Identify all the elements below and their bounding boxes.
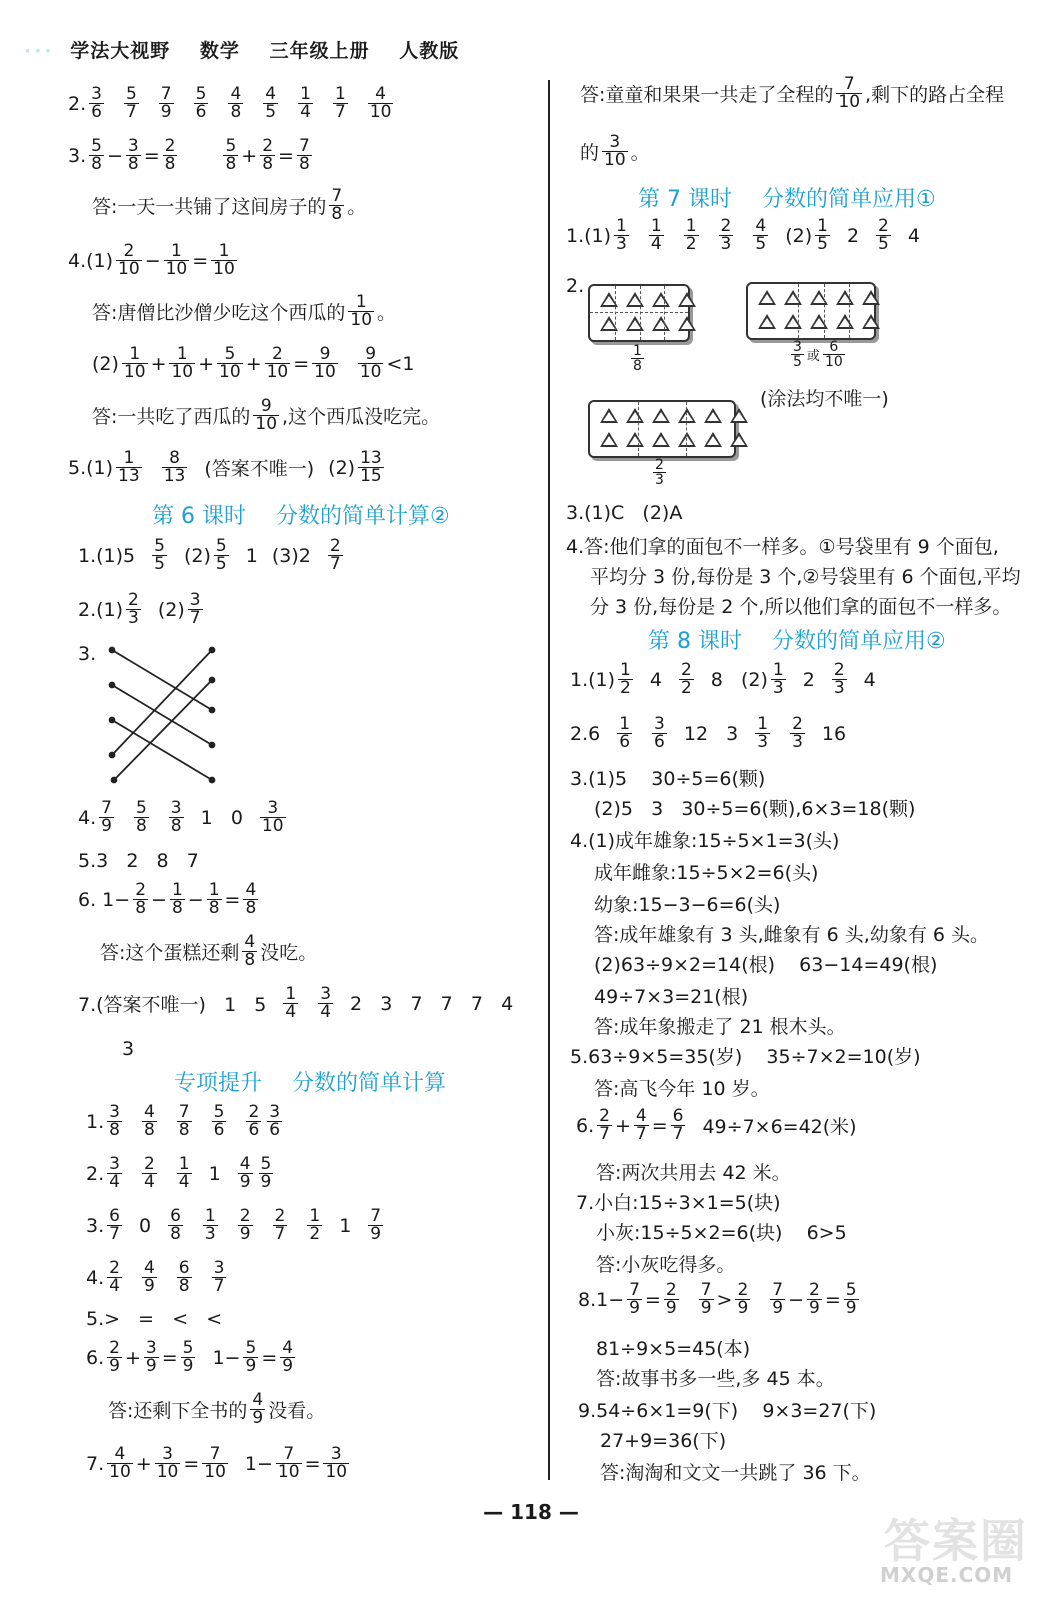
lesson8-q4-7: 答:成年象搬走了 21 根木头。 [594, 1016, 846, 1038]
book-title: 学法大视野 [70, 40, 171, 62]
matching-lines-diagram [100, 640, 230, 785]
left-q5: 5.(1) $\frac{1}{13}$ $\frac{8}{13}$ (答案不唯一) (2) $\frac{13}{15}$ [68, 448, 382, 486]
lesson6-q2: 2.(1) $\frac{2}{3}$ (2) $\frac{3}{7}$ [78, 590, 201, 628]
special-q5: 5.> = < < [86, 1308, 223, 1330]
lesson6-q7-continued: 3 [122, 1038, 135, 1060]
section-lesson-7: 第 7 课时 分数的简单应用① [638, 187, 936, 212]
special-q2: 2. $\frac{3}{4}$ $\frac{2}{4}$ $\frac{1}{4}$ 1 $\frac{4}{9}$ $\frac{5}{9}$ [86, 1154, 272, 1192]
fraction: $\frac{1}{4}$ [300, 84, 311, 122]
box-2-fractions: $\frac{3}{5}$ 或 $\frac{6}{10}$ [793, 339, 843, 370]
special-q3: 3. $\frac{6}{7}$ 0 $\frac{6}{8}$ $\frac{1}{3}$ $\frac{2}{9}$ $\frac{2}{7}$ $\frac{1}{2}$ 1 $\frac{7}{9}$ [86, 1206, 382, 1244]
lesson7-q4-line2: 平均分 3 份,每份是 3 个,②号袋里有 6 个面包,平均 [590, 566, 1021, 588]
section-lesson-8: 第 8 课时 分数的简单应用② [648, 629, 946, 654]
fraction: $\frac{5}{7}$ [125, 84, 137, 122]
lesson8-q9-2: 27+9=36(下) [600, 1430, 727, 1452]
triangle-box-1 [588, 284, 690, 342]
watermark-logo [864, 1505, 1044, 1590]
left-q4-answer2: 答:一共吃了西瓜的 $\frac{9}{10}$ ,这个西瓜没吃完。 [92, 396, 441, 434]
lesson8-q4-5: (2)63÷9×2=14(根) 63−14=49(根) [594, 954, 938, 976]
lesson8-q9-3: 答:淘淘和文文一共跳了 36 下。 [600, 1462, 871, 1484]
lesson8-q8: 8.1− $\frac{7}{9}$ = $\frac{2}{9}$ $\frac{7}{9}$ > $\frac{2}{9}$ $\frac{7}{9}$ − $\frac{2}{9}$ = $\frac{5}{9}$ [578, 1280, 857, 1318]
lesson8-q4-1: 4.(1)成年雄象:15÷5×1=3(头) [570, 830, 840, 852]
lesson8-q6: 6. $\frac{2}{7}$ + $\frac{4}{7}$ = $\frac{6}{7}$ 49÷7×6=42(米) [576, 1106, 857, 1144]
lesson7-q4-line1: 4.答:他们拿的面包不一样多。①号袋里有 9 个面包, [566, 536, 999, 558]
lesson8-q3-1: 3.(1)5 30÷5=6(颗) [570, 768, 766, 790]
fraction: $\frac{1}{7}$ [334, 84, 346, 122]
special-q1: 1. $\frac{3}{8}$ $\frac{4}{8}$ $\frac{7}{8}$ $\frac{5}{6}$ $\frac{2}{6}$ $\frac{3}{6}$ [86, 1102, 281, 1140]
fraction: $\frac{4}{8}$ [230, 84, 242, 122]
lesson8-q8-2: 81÷9×5=45(本) [596, 1338, 751, 1360]
lesson6-q7: 7.(答案不唯一) 1 5 $\frac{1}{4}$ $\frac{3}{4}$ 2 3 7 7 7 4 [78, 984, 514, 1022]
lesson8-q3-2: (2)5 3 30÷5=6(颗),6×3=18(颗) [594, 798, 916, 820]
lesson8-q5-1: 5.63÷9×5=35(岁) 35÷7×2=10(岁) [570, 1046, 921, 1068]
left-q4-2: (2) $\frac{1}{10}$ + $\frac{1}{10}$ + $\frac{5}{10}$ + $\frac{2}{10}$ = $\frac{9}{10}$ $\frac{9}{10}$ <1 [92, 344, 415, 382]
lesson8-q5-2: 答:高飞今年 10 岁。 [594, 1078, 770, 1100]
lesson7-q1: 1.(1) $\frac{1}{3}$ $\frac{1}{4}$ $\frac{1}{2}$ $\frac{2}{3}$ $\frac{4}{5}$ (2) $\frac{1}{5}$ 2 $\frac{2}{5}$ 4 [566, 216, 920, 254]
lesson6-q4: 4. $\frac{7}{9}$ $\frac{5}{8}$ $\frac{3}{8}$ 1 0 $\frac{3}{10}$ [78, 798, 284, 836]
subject: 数学 [199, 40, 240, 62]
edition: 人教版 [399, 40, 460, 62]
watermark-text: 答案圈 [884, 1514, 1028, 1568]
lesson8-q8-3: 答:故事书多一些,多 45 本。 [596, 1368, 835, 1390]
fraction: $\frac{4}{5}$ [265, 84, 277, 122]
left-q4-1: 4.(1) $\frac{2}{10}$ − $\frac{1}{10}$ = $\frac{1}{10}$ [68, 241, 235, 279]
special-q6-answer: 答:还剩下全书的 $\frac{4}{9}$ 没看。 [108, 1390, 326, 1428]
lesson8-q6-answer: 答:两次共用去 42 米。 [596, 1162, 791, 1184]
lesson8-q4-3: 幼象:15−3−6=6(头) [594, 894, 781, 916]
lesson6-q6: 6. 1− $\frac{2}{8}$ − $\frac{1}{8}$ − $\frac{1}{8}$ = $\frac{4}{8}$ [78, 880, 257, 918]
lesson8-q7-3: 答:小灰吃得多。 [596, 1254, 736, 1276]
special-q4: 4. $\frac{2}{4}$ $\frac{4}{9}$ $\frac{6}{8}$ $\frac{3}{7}$ [86, 1258, 225, 1296]
lesson8-q1: 1.(1) $\frac{1}{2}$ 4 $\frac{2}{2}$ 8 (2) $\frac{1}{3}$ 2 $\frac{2}{3}$ 4 [570, 660, 876, 698]
left-q3: 3. $\frac{5}{8}$ − $\frac{3}{8}$ = $\frac{2}{8}$ $\frac{5}{8}$ + $\frac{2}{8}$ = $\frac{7}{8}$ [68, 136, 310, 174]
lesson6-q5: 5.3 2 8 7 [78, 850, 199, 872]
left-q3-answer: 答:一天一共铺了这间房子的 $\frac{7}{8}$ 。 [92, 186, 367, 224]
box-1-fraction: $\frac{1}{8}$ [633, 343, 642, 374]
lesson6-q1: 1.(1)5 $\frac{5}{5}$ (2) $\frac{5}{5}$ 1 (3)2 $\frac{2}{7}$ [78, 536, 341, 574]
left-q4-answer1: 答:唐僧比沙僧少吃这个西瓜的 $\frac{1}{10}$ 。 [92, 292, 397, 330]
lesson6-q3-label: 3. [78, 643, 97, 665]
watermark-url: MXQE.COM [880, 1563, 1014, 1587]
box-3-fraction: $\frac{2}{3}$ [655, 457, 664, 488]
fraction: $\frac{5}{6}$ [195, 84, 207, 122]
lesson8-q4-4: 答:成年雄象有 3 头,雌象有 6 头,幼象有 6 头。 [594, 924, 989, 946]
lesson8-q4-6: 49÷7×3=21(根) [594, 986, 749, 1008]
special-q6: 6. $\frac{2}{9}$ + $\frac{3}{9}$ = $\frac{5}{9}$ 1− $\frac{5}{9}$ = $\frac{4}{9}$ [86, 1338, 294, 1376]
fraction: $\frac{7}{9}$ [160, 84, 172, 122]
lesson8-q7-2: 小灰:15÷5×2=6(块) 6>5 [596, 1222, 847, 1244]
lesson8-q4-2: 成年雌象:15÷5×2=6(头) [594, 862, 819, 884]
fraction: $\frac{3}{6}$ [91, 84, 102, 122]
triangle-box-2 [746, 282, 876, 340]
right-top-answer-2: 的 $\frac{3}{10}$ 。 [580, 132, 650, 170]
section-special: 专项提升 分数的简单计算 [174, 1071, 447, 1096]
page-header [24, 36, 481, 63]
lesson8-q2: 2.6 $\frac{1}{6}$ $\frac{3}{6}$ 12 3 $\frac{1}{3}$ $\frac{2}{3}$ 16 [570, 714, 847, 752]
special-q7: 7. $\frac{4}{10}$ + $\frac{3}{10}$ = $\frac{7}{10}$ 1− $\frac{7}{10}$ = $\frac{3}{10}$ [86, 1444, 348, 1482]
fraction: $\frac{4}{10}$ [369, 84, 392, 122]
lesson8-q9-1: 9.54÷6×1=9(下) 9×3=27(下) [578, 1400, 877, 1422]
right-top-answer: 答:童童和果果一共走了全程的 $\frac{7}{10}$ ,剩下的路占全程 [580, 74, 1005, 112]
grade: 三年级上册 [269, 40, 370, 62]
lesson8-q7-1: 7.小白:15÷3×1=5(块) [576, 1192, 781, 1214]
lesson7-q2-label: 2. [566, 275, 585, 297]
column-divider [548, 80, 550, 1480]
lesson7-q4-line3: 分 3 份,每份是 2 个,所以他们拿的面包不一样多。 [590, 596, 1012, 618]
page-number: — 118 — [483, 1500, 579, 1524]
header-dots: ··· [24, 40, 55, 62]
left-q2: 2. $\frac{3}{6}$ $\frac{5}{7}$ $\frac{7}{9}$ $\frac{5}{6}$ $\frac{4}{8}$ $\frac{4}{5}$ $\frac{1}{4}$ $\frac{1}{7}$ $\frac{4}{10}$ [68, 84, 392, 122]
lesson6-q6-answer: 答:这个蛋糕还剩 $\frac{4}{8}$ 没吃。 [100, 932, 318, 970]
lesson7-q3: 3.(1)C (2)A [566, 502, 683, 524]
lesson7-q2-note: (涂法均不唯一) [760, 388, 889, 410]
section-lesson-6: 第 6 课时 分数的简单计算② [152, 504, 450, 529]
triangle-box-3 [588, 400, 736, 458]
